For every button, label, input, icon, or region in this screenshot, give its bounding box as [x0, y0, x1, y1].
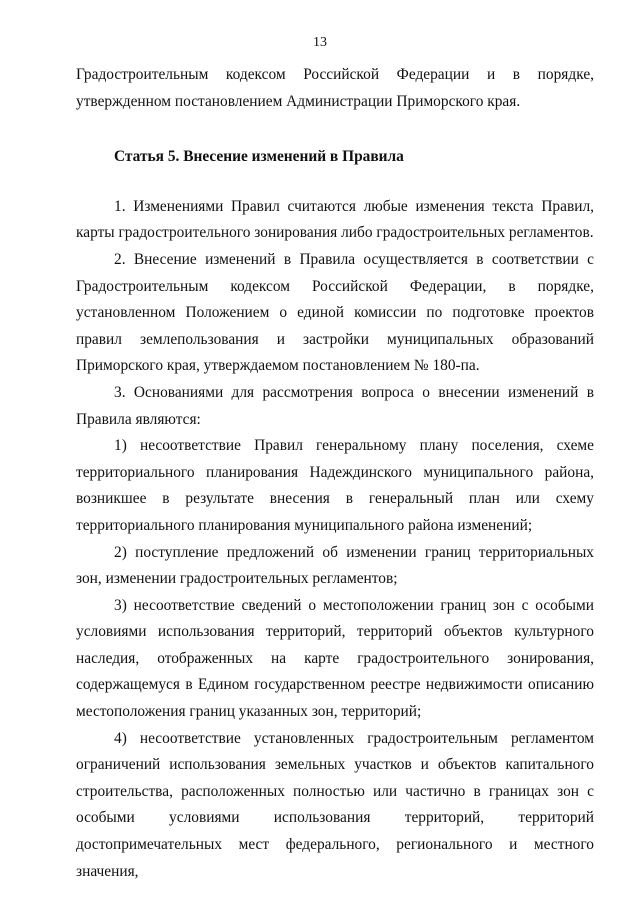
list-item-3: 3) несоответствие сведений о местоположении границ зон с особыми условиями использования территорий, территорий объектов культурного наследия, отображенных на карте градостроительного зонирования, содержащемуся в Едином государственном реестре недвижимости описанию местоположения границ указанных зон, территорий;	[76, 596, 594, 721]
article-heading: Статья 5. Внесение изменений в Правила	[114, 148, 404, 166]
paragraph-1: 1. Изменениями Правил считаются любые изменения текста Правил, карты градостроительного зонирования либо градостроительных регламентов.	[76, 197, 594, 242]
page-number: 13	[313, 35, 327, 50]
document-body	[76, 62, 594, 885]
list-item-4: 4) несоответствие установленных градостроительным регламентом ограничений использования земельных участков и объектов капитального строительства, расположенных полностью или частично в границах зон с особыми условиями использования территорий, территорий достопримечательных мест федерального, регионального и местного значения,	[76, 729, 594, 880]
intro-paragraph: Градостроительным кодексом Российской Федерации и в порядке, утвержденном постановлением Администрации Приморского края.	[76, 66, 594, 110]
list-item-1: 1) несоответствие Правил генеральному плану поселения, схеме территориального планирования Надеждинского муниципального района, возникшее в результате внесения в генеральный план или схему территориального планирования муниципального района изменений;	[76, 437, 594, 534]
paragraph-3: 3. Основаниями для рассмотрения вопроса о внесении изменений в Правила являются:	[76, 383, 594, 428]
paragraph-2: 2. Внесение изменений в Правила осуществляется в соответствии с Градостроительным кодексом Российской Федерации, в порядке, установленном Положением о единой комиссии по подготовке проектов правил землепользования и застройки муниципальных образований Приморского края, утверждаемом постановлением № 180-па.	[76, 250, 594, 375]
list-item-2: 2) поступление предложений об изменении границ территориальных зон, изменении градостроительных регламентов;	[76, 543, 594, 588]
